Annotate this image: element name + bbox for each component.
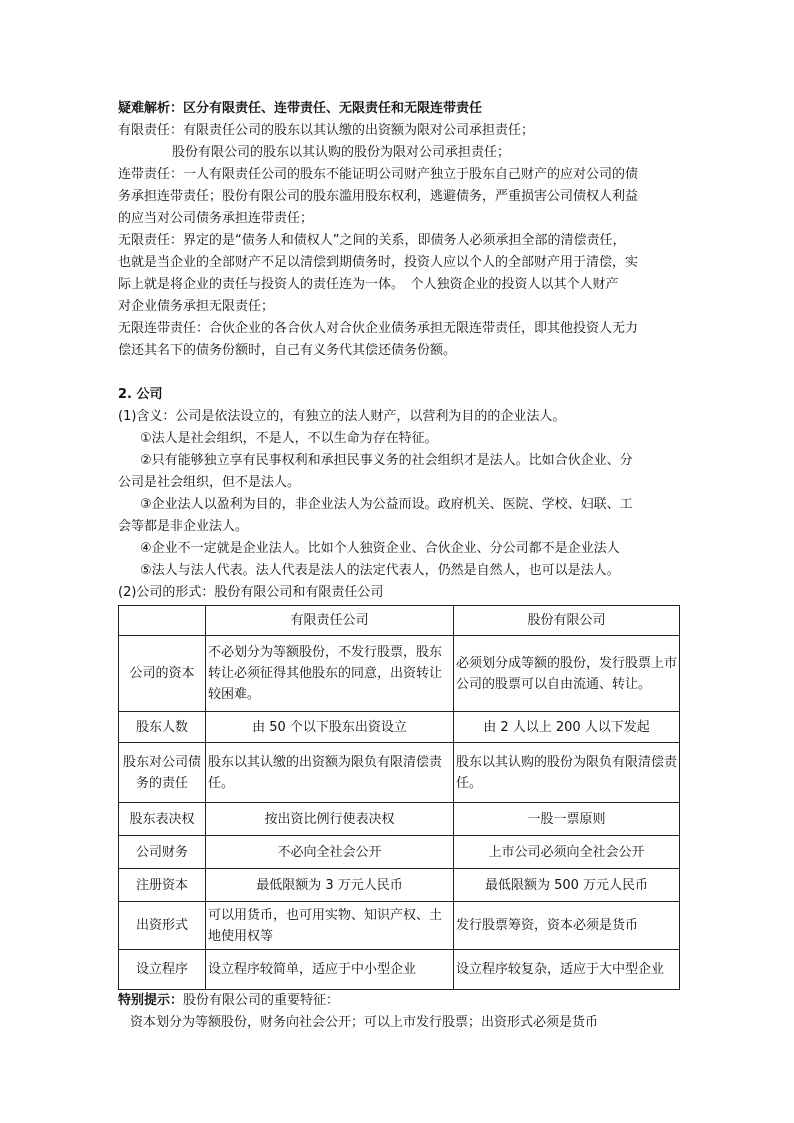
text-line: 际上就是将企业的责任与投资人的责任连为一体。 个人独资企业的投资人以其个人财产 [118, 277, 619, 292]
cell-joint-stock: 设立程序较复杂，适应于大中型企业 [454, 950, 680, 990]
comparison-table [118, 605, 680, 990]
text-line: 务承担连带责任；股份有限公司的股东滥用股东权利，逃避债务，严重损害公司债权人利益 [118, 189, 639, 204]
cell-limited: 可以用货币，也可用实物、知识产权、土地使用权等 [206, 902, 454, 950]
point-line: ⑤法人与法人代表。法人代表是法人的法定代表人，仍然是自然人，也可以是法人。 [140, 563, 620, 578]
table-row [119, 636, 680, 712]
section-heading: 疑难解析：区分有限责任、连带责任、无限责任和无限连带责任 [118, 101, 483, 116]
text-line: 的应当对公司债务承担连带责任； [118, 211, 314, 226]
cell-limited: 不必划分为等额股份，不发行股票，股东转让必须征得其他股东的同意，出资转让较困难。 [206, 636, 454, 712]
text-line: 偿还其名下的债务份额时，自己有义务代其偿还债务份额。 [118, 343, 457, 358]
point-line: ③企业法人以盈利为目的，非企业法人为公益而设。政府机关、医院、学校、妇联、工 [140, 497, 633, 512]
note-label: 特别提示： [118, 993, 184, 1008]
point-line: ②只有能够独立享有民事权利和承担民事义务的社会组织才是法人。比如合伙企业、分 [140, 453, 633, 468]
row-label: 股东表决权 [119, 803, 206, 836]
row-label: 出资形式 [119, 902, 206, 950]
spacer [118, 362, 683, 384]
text-line: 对企业债务承担无限责任； [118, 299, 275, 314]
cell-limited: 不必向全社会公开 [206, 836, 454, 869]
note-line: 资本划分为等额股份，财务向社会公开；可以上市发行股票；出资形式必须是货币 [130, 1015, 599, 1030]
cell-limited: 按出资比例行使表决权 [206, 803, 454, 836]
cell-joint-stock: 一股一票原则 [454, 803, 680, 836]
cell-joint-stock: 股东以其认购的股份为限负有限清偿责任。 [454, 743, 680, 803]
table-header-cell [119, 606, 206, 636]
table-row [119, 869, 680, 902]
cell-limited: 股东以其认缴的出资额为限负有限清偿责任。 [206, 743, 454, 803]
point-line: ④企业不一定就是企业法人。比如个人独资企业、合伙企业、分公司都不是企业法人 [140, 541, 620, 556]
cell-joint-stock: 上市公司必须向全社会公开 [454, 836, 680, 869]
text-line: 也就是当企业的全部财产不足以清偿到期债务时，投资人应以个人的全部财产用于清偿，实 [118, 255, 639, 270]
row-label: 股东人数 [119, 712, 206, 743]
cell-limited: 最低限额为 3 万元人民币 [206, 869, 454, 902]
table-header-row [119, 606, 680, 636]
table-row [119, 712, 680, 743]
row-label: 公司的资本 [119, 636, 206, 712]
special-note [118, 990, 683, 1012]
point-line: 会等都是非企业法人。 [118, 519, 249, 534]
document-page [118, 98, 683, 1034]
row-label: 注册资本 [119, 869, 206, 902]
table-header-cell: 股份有限公司 [454, 606, 680, 636]
row-label: 股东对公司债务的责任 [119, 743, 206, 803]
cell-joint-stock: 必须划分成等额的股份，发行股票上市公司的股票可以自由流通、转让。 [454, 636, 680, 712]
text-line: 股份有限公司的股东以其认购的股份为限对公司承担责任； [172, 145, 511, 160]
text-line: 无限责任：界定的是“债务人和债权人”之间的关系，即债务人必须承担全部的清偿责任， [118, 233, 626, 248]
table-row [119, 836, 680, 869]
text-line: 连带责任：一人有限责任公司的股东不能证明公司财产独立于股东自己财产的应对公司的债 [118, 167, 639, 182]
forms-line: (2)公司的形式：股份有限公司和有限责任公司 [118, 585, 384, 600]
table-row [119, 950, 680, 990]
note-text: 股份有限公司的重要特征： [183, 993, 340, 1008]
text-line: 有限责任：有限责任公司的股东以其认缴的出资额为限对公司承担责任； [118, 123, 535, 138]
table-row [119, 743, 680, 803]
definition-line: (1)含义：公司是依法设立的，有独立的法人财产，以营利为目的的企业法人。 [118, 409, 566, 424]
section-title: 2. 公司 [118, 387, 163, 402]
text-line: 无限连带责任：合伙企业的各合伙人对合伙企业债务承担无限连带责任，即其他投资人无力 [118, 321, 639, 336]
point-line: ①法人是社会组织，不是人，不以生命为存在特征。 [140, 431, 438, 446]
cell-joint-stock: 最低限额为 500 万元人民币 [454, 869, 680, 902]
table-row [119, 803, 680, 836]
cell-limited: 设立程序较简单，适应于中小型企业 [206, 950, 454, 990]
row-label: 公司财务 [119, 836, 206, 869]
cell-limited: 由 50 个以下股东出资设立 [206, 712, 454, 743]
row-label: 设立程序 [119, 950, 206, 990]
point-line: 公司是社会组织，但不是法人。 [118, 475, 301, 490]
cell-joint-stock: 由 2 人以上 200 人以下发起 [454, 712, 680, 743]
table-row [119, 902, 680, 950]
table-header-cell: 有限责任公司 [206, 606, 454, 636]
cell-joint-stock: 发行股票筹资，资本必须是货币 [454, 902, 680, 950]
